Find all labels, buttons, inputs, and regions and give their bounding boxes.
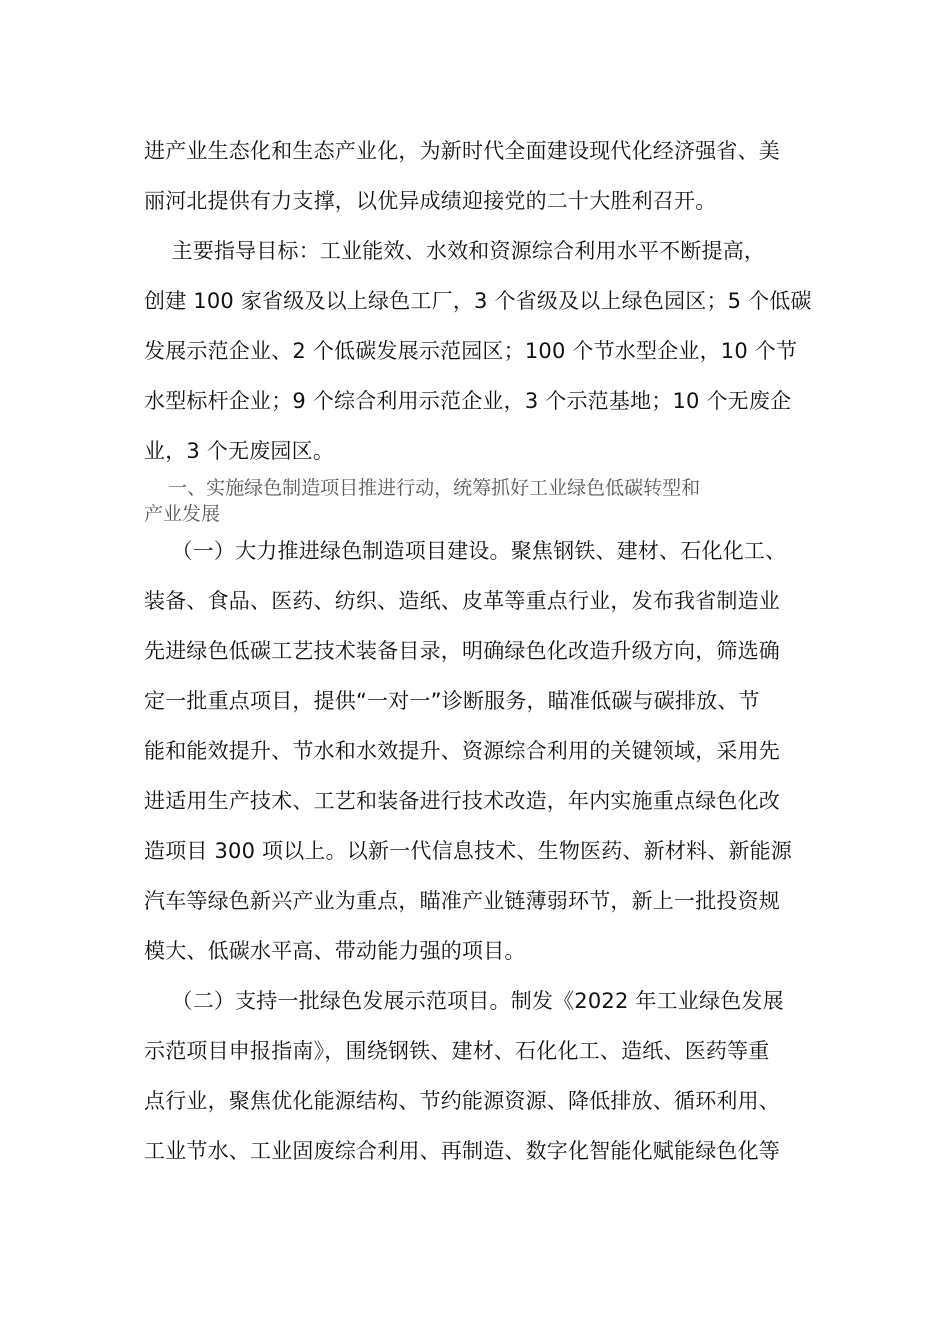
text-line: 模大、低碳水平高、带动能力强的项目。: [144, 939, 526, 963]
text-line: 装备、食品、医药、纺织、造纸、皮革等重点行业，发布我省制造业: [144, 589, 780, 613]
text-line: 工业节水、工业固废综合利用、再制造、数字化智能化赋能绿色化等: [144, 1139, 780, 1163]
text-line: 丽河北提供有力支撑，以优异成绩迎接党的二十大胜利召开。: [144, 189, 717, 213]
text-line: 先进绿色低碳工艺技术装备目录，明确绿色化改造升级方向，筛选确: [144, 639, 780, 663]
text-line: 发展示范企业、2 个低碳发展示范园区；100 个节水型企业，10 个节: [144, 339, 798, 363]
text-line: （二）支持一批绿色发展示范项目。制发《2022 年工业绿色发展: [144, 989, 784, 1013]
text-line: 造项目 300 项以上。以新一代信息技术、生物医药、新材料、新能源: [144, 839, 793, 863]
text-line: 能和能效提升、节水和水效提升、资源综合利用的关键领域，采用先: [144, 739, 780, 763]
text-line: 主要指导目标：工业能效、水效和资源综合利用水平不断提高，: [144, 239, 766, 263]
text-line: 定一批重点项目，提供“一对一”诊断服务，瞄准低碳与碳排放、节: [144, 689, 760, 713]
text-line: 汽车等绿色新兴产业为重点，瞄准产业链薄弱环节，新上一批投资规: [144, 889, 780, 913]
text-line: 进适用生产技术、工艺和装备进行技术改造，年内实施重点绿色化改: [144, 789, 780, 813]
text-line: 水型标杆企业；9 个综合利用示范企业，3 个示范基地；10 个无废企: [144, 389, 792, 413]
text-line: 进产业生态化和生态产业化，为新时代全面建设现代化经济强省、美: [144, 139, 780, 163]
heading-line: 产业发展: [144, 503, 221, 525]
text-line: 示范项目申报指南》，围绕钢铁、建材、石化化工、造纸、医药等重: [144, 1039, 770, 1063]
text-line: 业，3 个无废园区。: [144, 439, 335, 463]
text-line: 点行业，聚焦优化能源结构、节约能源资源、降低排放、循环利用、: [144, 1089, 780, 1113]
text-line: 创建 100 家省级及以上绿色工厂，3 个省级及以上绿色园区；5 个低碳: [144, 289, 812, 313]
text-line: （一）大力推进绿色制造项目建设。聚焦钢铁、建材、石化化工、: [144, 539, 787, 563]
heading-line: 一、实施绿色制造项目推进行动，统筹抓好工业绿色低碳转型和: [144, 477, 701, 499]
